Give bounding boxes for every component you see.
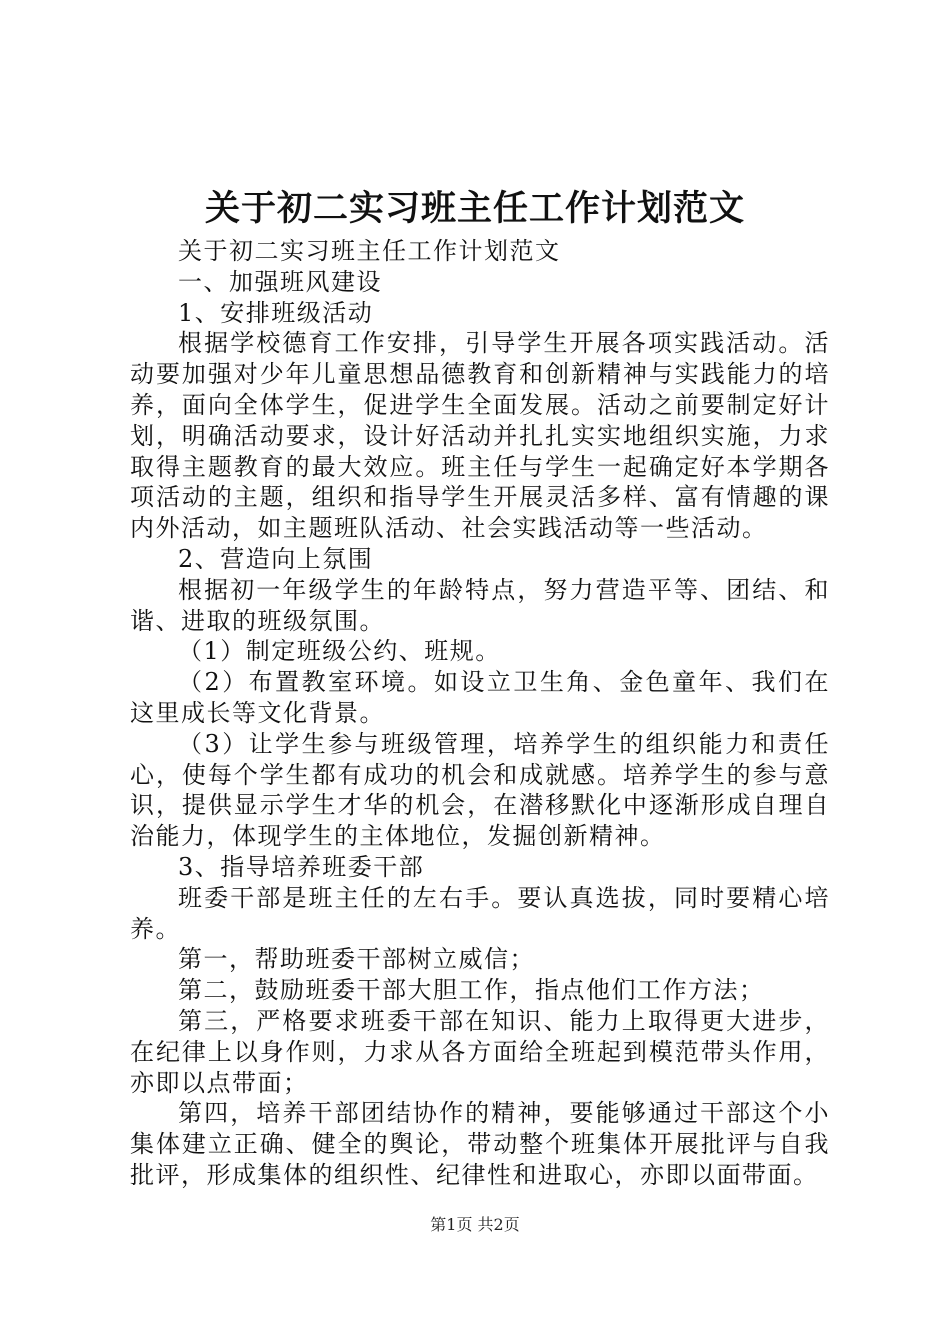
list-item: （1）制定班级公约、班规。 bbox=[178, 637, 501, 666]
subsection-heading-2: 2、营造向上氛围 bbox=[178, 544, 374, 573]
list-item: 第二，鼓励班委干部大胆工作，指点他们工作方法； bbox=[178, 976, 765, 1005]
paragraph: 班委干部是班主任的左右手。要认真选拔，同时要精心培养。 bbox=[130, 883, 830, 943]
paragraph: 根据初一年级学生的年龄特点，努力营造平等、团结、和谐、进取的班级氛围。 bbox=[130, 575, 830, 635]
paragraph-heading-repeat: 关于初二实习班主任工作计划范文 bbox=[178, 237, 561, 265]
subsection-heading-3: 3、指导培养班委干部 bbox=[178, 852, 425, 881]
subsection-heading-1: 1、安排班级活动 bbox=[178, 298, 374, 327]
section-heading-1: 一、加强班风建设 bbox=[178, 267, 382, 296]
list-item: 第一，帮助班委干部树立威信； bbox=[178, 945, 535, 974]
paragraph: 根据学校德育工作安排，引导学生开展各项实践活动。活动要加强对少年儿童思想品德教育和创新精神与实践能力的培养，面向全体学生，促进学生全面发展。活动之前要制定好计划，明确活动要求，设计好活动并扎扎实实地组织实施，力求取得主题教育的最大效应。班主任与学生一起确定好本学期各项活动的主题，组织和指导学生开展灵活多样、富有情趣的课内外活动，如主题班队活动、社会实践活动等一些活动。 bbox=[130, 329, 830, 543]
document-title: 关于初二实习班主任工作计划范文 bbox=[204, 188, 745, 229]
document-body bbox=[130, 236, 830, 1191]
page-number-footer: 第1页 共2页 bbox=[430, 1215, 520, 1234]
list-item: 第三，严格要求班委干部在知识、能力上取得更大进步，在纪律上以身作则，力求从各方面给全班起到模范带头作用，亦即以点带面； bbox=[130, 1006, 830, 1097]
list-item: 第四，培养干部团结协作的精神，要能够通过干部这个小集体建立正确、健全的舆论，带动整个班集体开展批评与自我批评，形成集体的组织性、纪律性和进取心，亦即以面带面。 bbox=[130, 1099, 830, 1189]
list-item: （2）布置教室环境。如设立卫生角、金色童年、我们在这里成长等文化背景。 bbox=[130, 668, 830, 727]
list-item: （3）让学生参与班级管理，培养学生的组织能力和责任心，使每个学生都有成功的机会和成就感。培养学生的参与意识，提供显示学生才华的机会，在潜移默化中逐渐形成自理自治能力，体现学生的主体地位，发掘创新精神。 bbox=[130, 729, 830, 851]
